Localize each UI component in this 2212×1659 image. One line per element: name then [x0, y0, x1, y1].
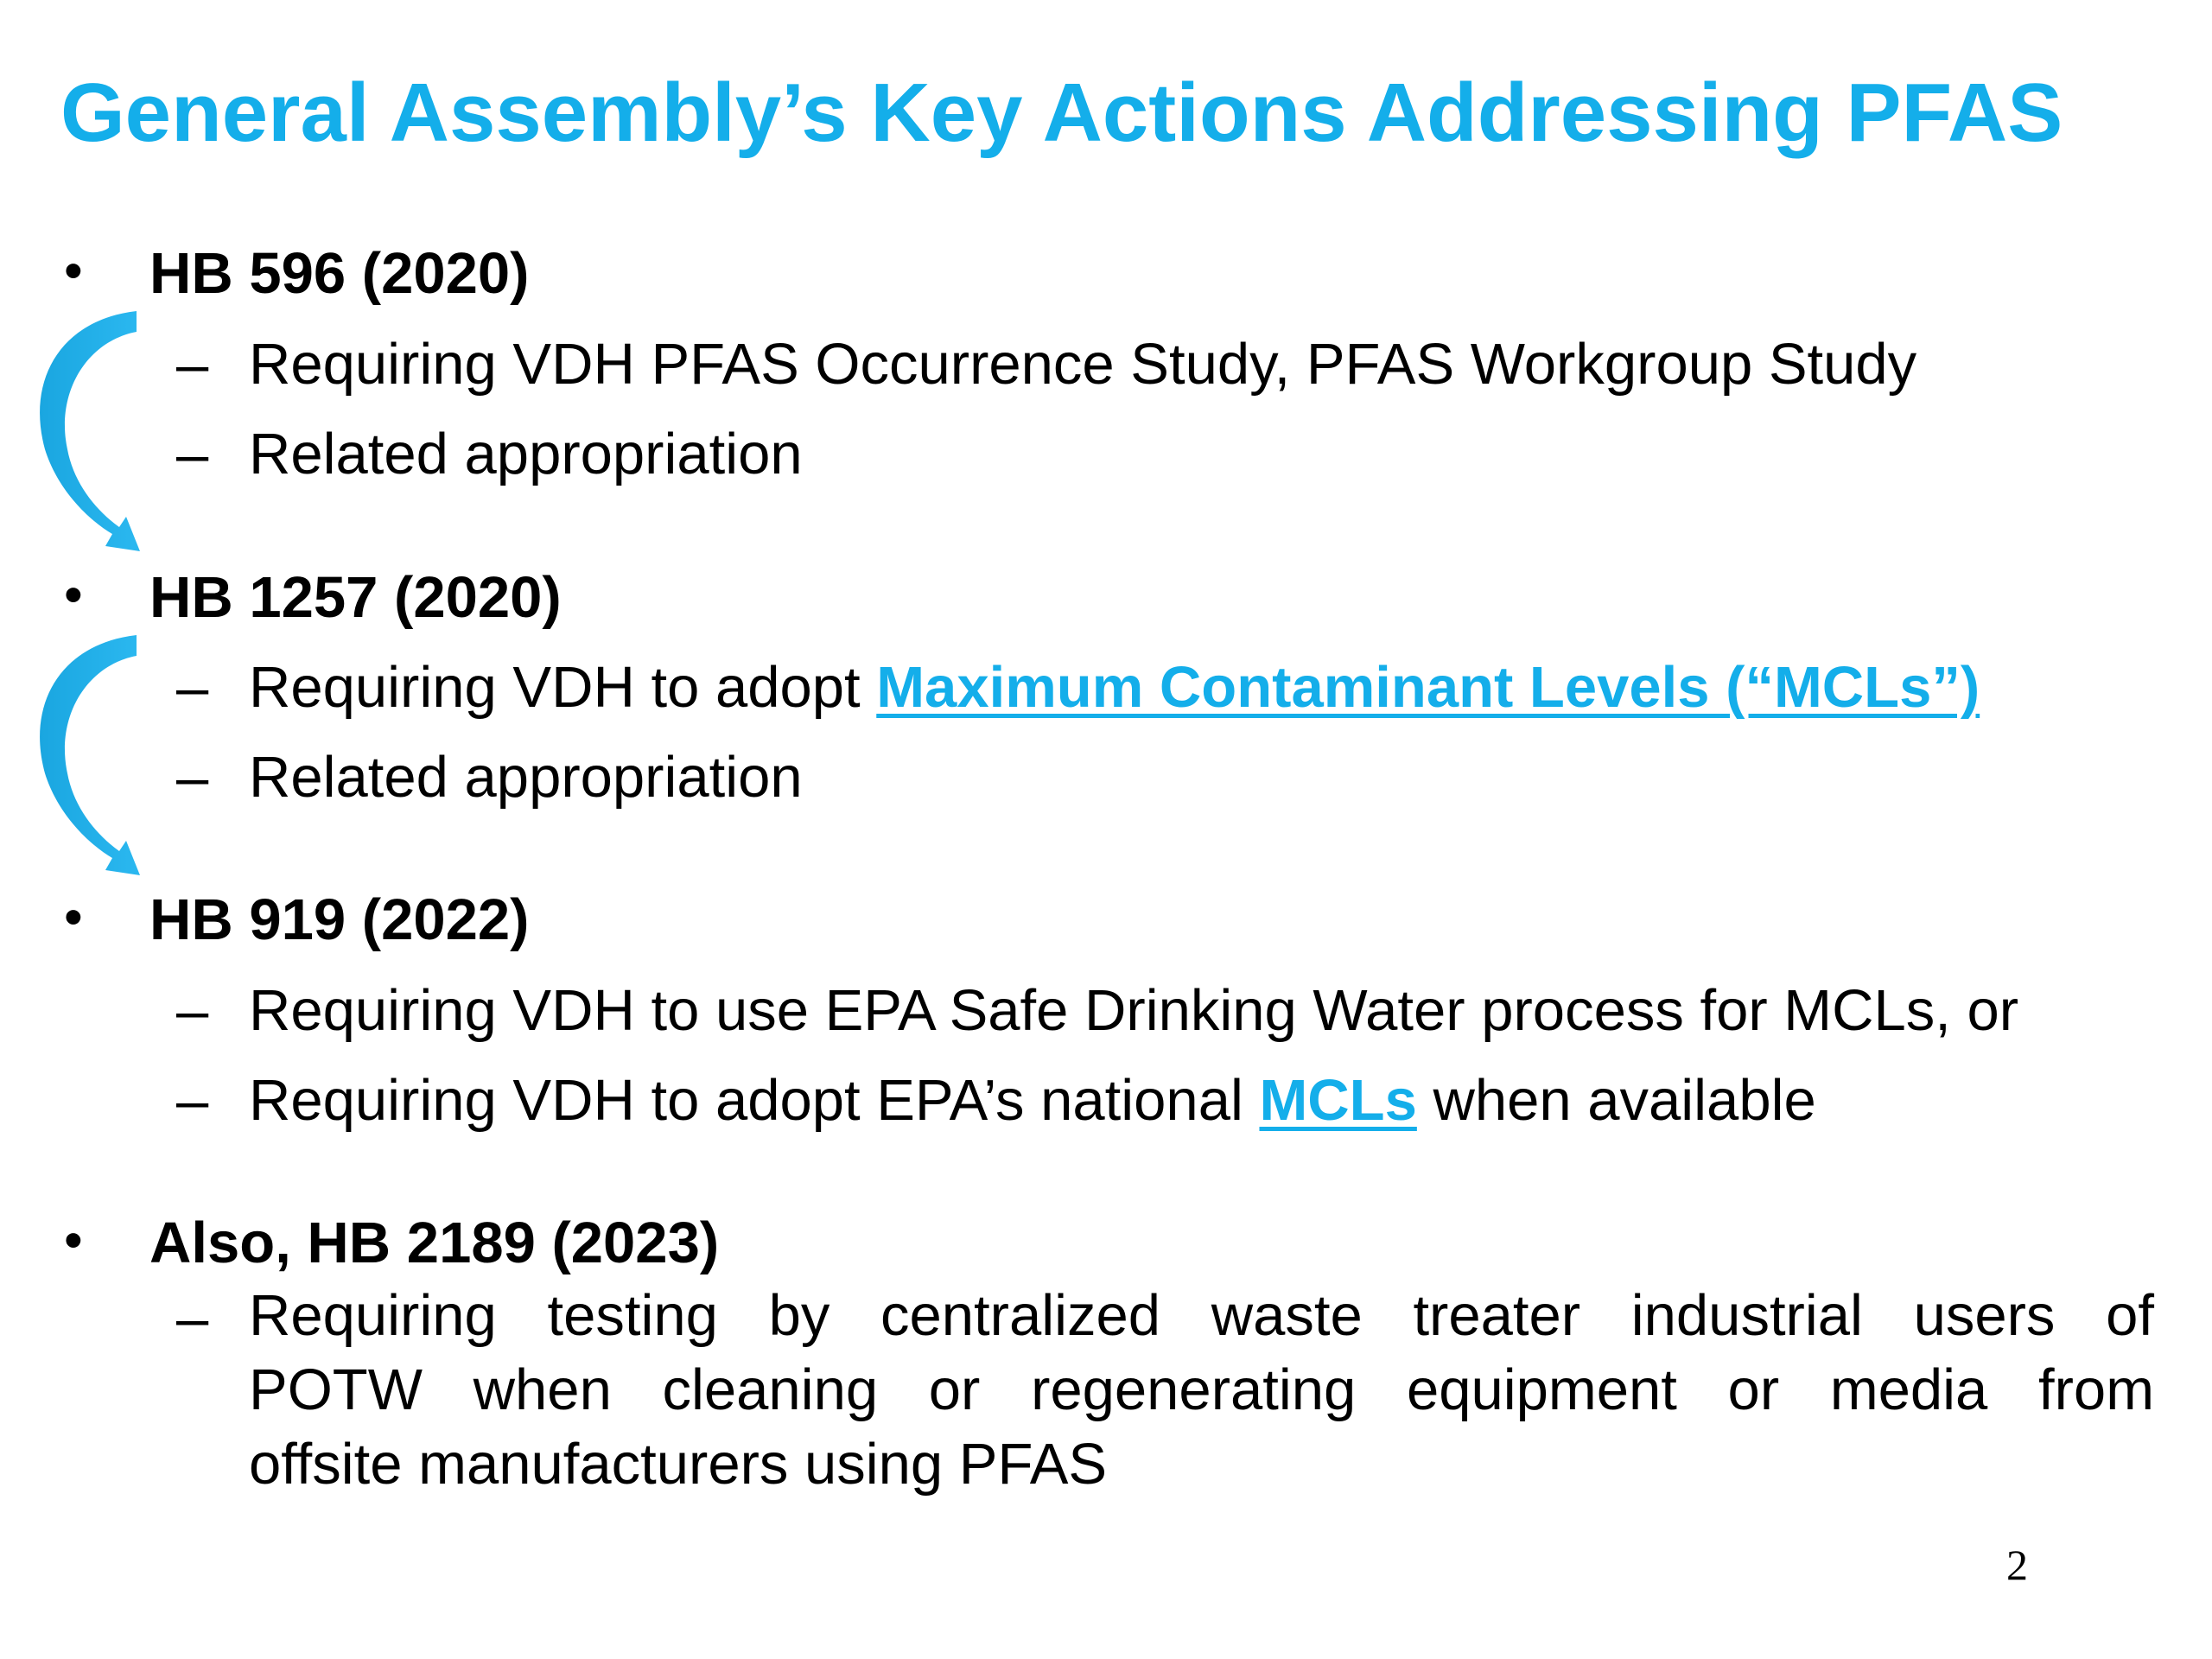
sub-item-text-prefix: Requiring VDH to adopt — [249, 655, 877, 720]
bullet-heading: HB 596 (2020) — [149, 241, 530, 306]
paragraph-line: POTW when cleaning or regenerating equipment or media from — [249, 1357, 2154, 1422]
curved-arrow-down-icon — [26, 626, 156, 886]
slide-title: General Assembly’s Key Actions Addressing PFAS — [60, 67, 2063, 159]
bullet-heading: HB 919 (2022) — [149, 887, 530, 952]
sub-dash: – — [176, 422, 209, 486]
bullet-dot: • — [64, 565, 83, 625]
bullet-heading: Also, HB 2189 (2023) — [149, 1211, 720, 1275]
sub-item-text — [249, 655, 1980, 720]
sub-dash: – — [176, 978, 209, 1043]
paragraph-line: offsite manufacturers using PFAS — [249, 1432, 1108, 1497]
mcls-link[interactable]: MCLs — [1259, 1068, 1417, 1133]
sub-item-text: Requiring VDH to use EPA Safe Drinking Water process for MCLs, or — [249, 978, 2019, 1043]
sub-dash: – — [176, 745, 209, 810]
bullet-dot: • — [64, 241, 83, 301]
bullet-dot: • — [64, 887, 83, 947]
page-number: 2 — [2006, 1541, 2028, 1589]
sub-dash: – — [176, 1286, 209, 1351]
sub-item-text: Related appropriation — [249, 745, 803, 810]
sub-item-text-prefix: Requiring VDH to adopt EPA’s national — [249, 1068, 1260, 1133]
sub-dash: – — [176, 655, 209, 720]
sub-dash: – — [176, 1068, 209, 1133]
sub-dash: – — [176, 332, 209, 397]
curved-arrow-down-icon — [26, 302, 156, 562]
paragraph-line: Requiring testing by centralized waste treater industrial users of — [249, 1283, 2154, 1348]
bullet-dot: • — [64, 1211, 83, 1270]
bullet-heading: HB 1257 (2020) — [149, 565, 562, 630]
sub-item-paragraph — [249, 1279, 2154, 1502]
mcl-link[interactable]: Maximum Contaminant Levels (“MCLs”) — [876, 655, 1980, 720]
sub-item-text — [249, 1068, 1816, 1133]
sub-item-text: Requiring VDH PFAS Occurrence Study, PFAS Workgroup Study — [249, 332, 1917, 397]
sub-item-text-suffix: when available — [1416, 1068, 1816, 1133]
sub-item-text: Related appropriation — [249, 422, 803, 486]
